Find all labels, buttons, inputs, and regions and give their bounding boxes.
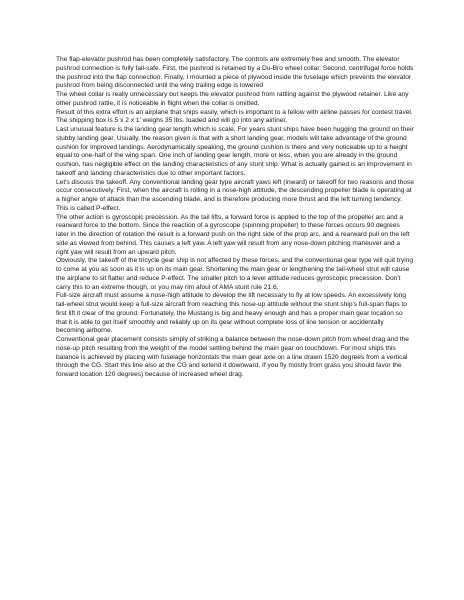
paragraph-gyroscopic: The other action is gyroscopic precession. As the tail lifts, a forward force is applied to the top of the propeller arc and a rearward force to the bottom. Since the reaction of a gyroscope (spinning propeller) to these forces occurs 90 degrees later in the direction of rotation the result is a forward push on the right side of the prop arc, and a rearward pull on the left side as viewed from behind. This causes a left yaw. A left yaw will result from any nose-down pitching maneuver and a right yaw will result from an upward pitch. <box>56 213 410 256</box>
paragraph-tricycle: Obviously, the takeoff of the tricycle gear ship is not affected by these forces, and the conventional gear type will quit trying to come at you as soon as it is up on its main gear. Shortening the main gear or lengthening the tail-wheel strut will cause the airplane to sit flatter and reduce P-effect. The smaller pitch to a level attitude reduces gyroscopic precession. Don't carry this to an extreme though, or you may rim afoul of AMA stunt rule 21.6. <box>56 257 413 291</box>
paragraph-shipping: Result of this extra effort is an airplane that ships easily, which is important to a fellow with airline passes for contest travel. The shipping box is 5 x 2 x 1' weighs 35 lbs. loaded and will go into any airliner. <box>56 108 413 125</box>
paragraph-takeoff: Let's discuss the takeoff. Any conventional landing gear type aircraft yaws left (inward) or takeoff for two reasons and those occur consecutively. First, when the aircraft is rolling in a nose-high attitude, the descending propeller blade is operating at a higher angle of attack than the ascending blade, and is therefore producing more thrust and the left turning tendency. This is called P-effect. <box>56 178 415 212</box>
paragraph-gear-placement: Conventional gear placement consists simply of striking a balance between the nose-down pitch from wheel drag and the nose-up pitch resulting from the weight of the model settling behind the main gear on touchdown. For most ships this balance is achieved by placing with fuselage horizontals the main gear axle on a line drawn 1520 degrees from a vertical through the CG. Start this line also at the CG and extend it downward. If you fly mostly from grass you should favor the forward location 120 degrees) because of increased wheel drag. <box>56 336 409 378</box>
paragraph-pushrod: The flap-elevator pushrod has been completely satisfactory. The controls are extremely free and smooth. The elevator pushrod connection is fully fail-safe. First, the pushrod is retained by a Du-Bro wheel collar. Second, centrifugal force holds the pushrod into the flap connection. Finally, I mounted a piece of plywood inside the fuselage which prevents the elevator pushrod from being disconnected until the wing trailing edge is lowered <box>56 56 414 90</box>
paragraph-full-size: Full-size aircraft must assume a nose-high attitude to develop the lift necessary to fly at low speeds. An excessively long tail-wheel strut would keep a full-size aircraft from reaching this nose-up attitude without the stunt ship's full-span flaps to first lift it clear of the ground. Fortunately, the Mustang is big and heavy enough and has a proper main gear location so that it is able to get itself smoothly and reliably up on its gear without complete loss of line tension or accidentally becoming airborne. <box>56 292 407 335</box>
document-page <box>56 56 414 380</box>
paragraph-landing-gear: Last unusual feature is the landing gear length which is scale. For years stunt ships have been hugging the ground on their stubby landing gear. Usually, the reason given is that with a short landing gear, models will take advantage of the ground cushion for improved landings. Aerodynamically speaking, the ground cushion is there and very noticeable up to a height equal to one-half of the wing span. One inch of landing gear length, more or less, when you are already in the ground cushion, has negligible effect on the landing characteristics of any stunt ship. What is actually gained is an improvement in takeoff and landing characteristics due to other important factors. <box>56 126 414 177</box>
paragraph-wheel-collar: The wheel collar is really unnecessary but keeps the elevator pushrod from rattling against the plywood retainer. Like any other pushrod rattle, it is noticeable in flight when the collar is omitted. <box>56 91 409 107</box>
